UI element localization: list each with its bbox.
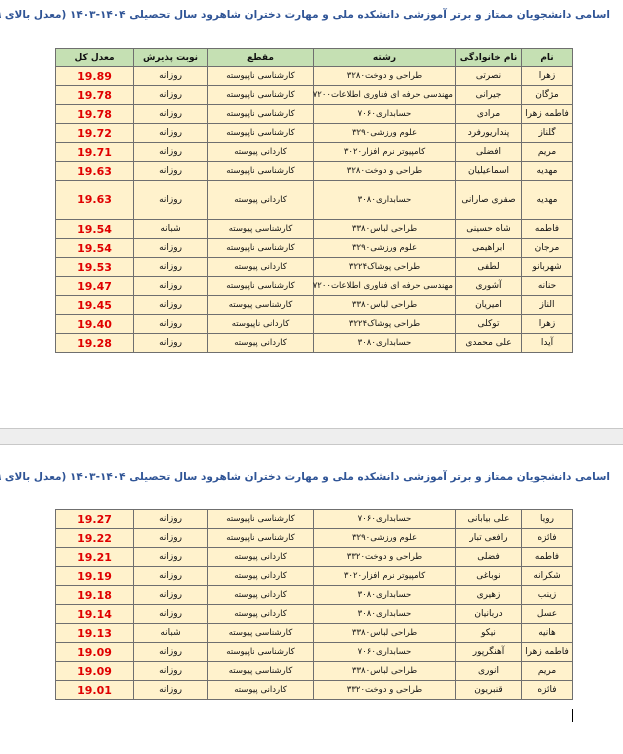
student-average: 19.01 <box>56 681 134 700</box>
student-name: فاطمه <box>522 548 573 567</box>
student-average: 19.27 <box>56 510 134 529</box>
student-name: آیدا <box>522 334 573 353</box>
student-shift: روزانه <box>134 662 208 681</box>
student-level: کاردانی پیوسته <box>208 334 314 353</box>
table-row <box>56 567 573 586</box>
student-family: لطفی <box>456 258 522 277</box>
table-row <box>56 258 573 277</box>
student-name: فاطمه زهرا <box>522 105 573 124</box>
student-level: کاردانی پیوسته <box>208 548 314 567</box>
table-row <box>56 605 573 624</box>
student-shift: روزانه <box>134 124 208 143</box>
student-level: کارشناسی ناپیوسته <box>208 86 314 105</box>
student-average: 19.09 <box>56 662 134 681</box>
student-family: علی بیابانی <box>456 510 522 529</box>
student-level: کارشناسی ناپیوسته <box>208 105 314 124</box>
student-name: فائزه <box>522 681 573 700</box>
student-shift: روزانه <box>134 258 208 277</box>
student-name: مژگان <box>522 86 573 105</box>
table-body <box>56 510 573 700</box>
table-row <box>56 86 573 105</box>
student-field: طراحی لباس۳۳۸۰ <box>314 296 456 315</box>
student-family: توکلی <box>456 315 522 334</box>
student-level: کاردانی پیوسته <box>208 681 314 700</box>
page-title: اسامی دانشجویان ممتاز و برتر آموزشی دانشکده ملی و مهارت دختران شاهرود سال تحصیلی ۱۴۰۴-۱۴۰۳ (معدل بالای <box>4 9 610 21</box>
student-name: مهدیه <box>522 162 573 181</box>
student-shift: روزانه <box>134 105 208 124</box>
student-name: زهرا <box>522 67 573 86</box>
student-shift: شبانه <box>134 220 208 239</box>
student-family: قنبریون <box>456 681 522 700</box>
student-family: ابراهیمی <box>456 239 522 258</box>
table-row <box>56 510 573 529</box>
students-table <box>55 509 573 700</box>
student-name: زهرا <box>522 315 573 334</box>
student-level: کارشناسی پیوسته <box>208 624 314 643</box>
header-shift: نوبت پذیرش <box>134 49 208 67</box>
student-field: طراحی لباس۳۳۸۰ <box>314 220 456 239</box>
student-name: عسل <box>522 605 573 624</box>
table-row <box>56 662 573 681</box>
table-row <box>56 277 573 296</box>
student-field: طراحی و دوخت۳۲۸۰ <box>314 162 456 181</box>
student-family: افضلی <box>456 143 522 162</box>
student-level: کاردانی پیوسته <box>208 181 314 220</box>
student-level: کارشناسی ناپیوسته <box>208 67 314 86</box>
student-shift: روزانه <box>134 239 208 258</box>
student-shift: روزانه <box>134 586 208 605</box>
students-table <box>55 48 573 353</box>
student-name: الناز <box>522 296 573 315</box>
student-average: 19.45 <box>56 296 134 315</box>
student-field: طراحی و دوخت۳۳۲۰ <box>314 681 456 700</box>
student-level: کارشناسی ناپیوسته <box>208 643 314 662</box>
student-level: کاردانی پیوسته <box>208 143 314 162</box>
student-level: کارشناسی ناپیوسته <box>208 239 314 258</box>
student-average: 19.63 <box>56 162 134 181</box>
student-shift: روزانه <box>134 643 208 662</box>
header-name: نام <box>522 49 573 67</box>
student-average: 19.53 <box>56 258 134 277</box>
student-family: صفری صارانی <box>456 181 522 220</box>
student-name: حنانه <box>522 277 573 296</box>
document-page-2 <box>0 445 623 754</box>
student-family: آهنگرپور <box>456 643 522 662</box>
table-row <box>56 296 573 315</box>
student-name: هانیه <box>522 624 573 643</box>
student-average: 19.22 <box>56 529 134 548</box>
student-shift: روزانه <box>134 605 208 624</box>
student-family: جیرانی <box>456 86 522 105</box>
table-header-row <box>56 49 573 67</box>
student-shift: روزانه <box>134 86 208 105</box>
student-field: حسابداری۳۰۸۰ <box>314 181 456 220</box>
student-field: حسابداری۷۰۶۰ <box>314 105 456 124</box>
student-average: 19.28 <box>56 334 134 353</box>
student-family: نوباغی <box>456 567 522 586</box>
student-shift: روزانه <box>134 548 208 567</box>
student-name: مریم <box>522 662 573 681</box>
student-level: کارشناسی ناپیوسته <box>208 124 314 143</box>
student-field: حسابداری۳۰۸۰ <box>314 605 456 624</box>
student-family: رافعی تبار <box>456 529 522 548</box>
student-shift: روزانه <box>134 567 208 586</box>
student-level: کارشناسی پیوسته <box>208 296 314 315</box>
student-field: طراحی پوشاک۳۲۲۴ <box>314 258 456 277</box>
table-row <box>56 315 573 334</box>
table-row <box>56 105 573 124</box>
student-name: مرجان <box>522 239 573 258</box>
student-name: زینب <box>522 586 573 605</box>
student-family: علی محمدی <box>456 334 522 353</box>
table-row <box>56 181 573 220</box>
student-name: گلناز <box>522 124 573 143</box>
table-row <box>56 239 573 258</box>
student-level: کارشناسی ناپیوسته <box>208 510 314 529</box>
student-shift: روزانه <box>134 162 208 181</box>
student-average: 19.54 <box>56 239 134 258</box>
page-separator <box>0 428 623 445</box>
student-name: فائزه <box>522 529 573 548</box>
student-field: مهندسی حرفه ای فناوری اطلاعات۷۲۰۰ <box>314 86 456 105</box>
student-family: آشوری <box>456 277 522 296</box>
student-average: 19.21 <box>56 548 134 567</box>
student-field: طراحی لباس۳۳۸۰ <box>314 624 456 643</box>
student-shift: شبانه <box>134 624 208 643</box>
table-row <box>56 548 573 567</box>
student-field: طراحی پوشاک۳۲۲۴ <box>314 315 456 334</box>
student-name: فاطمه زهرا <box>522 643 573 662</box>
table-row <box>56 529 573 548</box>
student-average: 19.63 <box>56 181 134 220</box>
table-body <box>56 67 573 353</box>
student-field: علوم ورزشی۳۲۹۰ <box>314 239 456 258</box>
student-field: علوم ورزشی۳۲۹۰ <box>314 124 456 143</box>
student-family: فضلی <box>456 548 522 567</box>
student-family: شاه حسینی <box>456 220 522 239</box>
student-shift: روزانه <box>134 529 208 548</box>
student-family: اسماعیلیان <box>456 162 522 181</box>
student-family: نصرتی <box>456 67 522 86</box>
student-average: 19.78 <box>56 86 134 105</box>
student-average: 19.19 <box>56 567 134 586</box>
student-level: کارشناسی ناپیوسته <box>208 162 314 181</box>
header-family: نام خانوادگی <box>456 49 522 67</box>
table-row <box>56 143 573 162</box>
student-name: رویا <box>522 510 573 529</box>
student-average: 19.78 <box>56 105 134 124</box>
student-level: کاردانی ناپیوسته <box>208 315 314 334</box>
student-average: 19.89 <box>56 67 134 86</box>
student-average: 19.13 <box>56 624 134 643</box>
student-field: کامپیوتر نرم افزار۳۰۲۰ <box>314 567 456 586</box>
student-field: طراحی لباس۳۳۸۰ <box>314 662 456 681</box>
student-average: 19.71 <box>56 143 134 162</box>
student-family: نیکو <box>456 624 522 643</box>
student-level: کارشناسی پیوسته <box>208 220 314 239</box>
student-field: کامپیوتر نرم افزار۳۰۲۰ <box>314 143 456 162</box>
text-cursor <box>572 709 573 722</box>
page-title: اسامی دانشجویان ممتاز و برتر آموزشی دانشکده ملی و مهارت دختران شاهرود سال تحصیلی ۱۴۰۴-۱۴۰۳ (معدل بالای <box>4 471 610 483</box>
student-average: 19.14 <box>56 605 134 624</box>
student-level: کارشناسی پیوسته <box>208 662 314 681</box>
student-level: کاردانی پیوسته <box>208 258 314 277</box>
student-average: 19.47 <box>56 277 134 296</box>
student-shift: روزانه <box>134 315 208 334</box>
student-shift: روزانه <box>134 181 208 220</box>
table-row <box>56 162 573 181</box>
table-row <box>56 681 573 700</box>
student-shift: روزانه <box>134 67 208 86</box>
student-average: 19.72 <box>56 124 134 143</box>
student-level: کاردانی پیوسته <box>208 605 314 624</box>
table-row <box>56 586 573 605</box>
student-average: 19.54 <box>56 220 134 239</box>
table-row <box>56 124 573 143</box>
student-name: فاطمه <box>522 220 573 239</box>
student-field: طراحی و دوخت۳۳۲۰ <box>314 548 456 567</box>
student-field: طراحی و دوخت۳۲۸۰ <box>314 67 456 86</box>
student-level: کارشناسی ناپیوسته <box>208 529 314 548</box>
student-family: پنداریورفرد <box>456 124 522 143</box>
student-average: 19.40 <box>56 315 134 334</box>
student-name: شهربانو <box>522 258 573 277</box>
student-family: مرادی <box>456 105 522 124</box>
header-level: مقطع <box>208 49 314 67</box>
table-row <box>56 67 573 86</box>
student-field: علوم ورزشی۳۲۹۰ <box>314 529 456 548</box>
student-name: مهدیه <box>522 181 573 220</box>
header-field: رشته <box>314 49 456 67</box>
student-field: حسابداری۷۰۶۰ <box>314 643 456 662</box>
student-average: 19.09 <box>56 643 134 662</box>
student-shift: روزانه <box>134 334 208 353</box>
student-field: حسابداری۳۰۸۰ <box>314 334 456 353</box>
student-shift: روزانه <box>134 510 208 529</box>
student-level: کاردانی پیوسته <box>208 567 314 586</box>
table-row <box>56 643 573 662</box>
student-level: کاردانی پیوسته <box>208 586 314 605</box>
student-shift: روزانه <box>134 143 208 162</box>
table-row <box>56 334 573 353</box>
table-row <box>56 220 573 239</box>
student-field: حسابداری۷۰۶۰ <box>314 510 456 529</box>
student-family: امیریان <box>456 296 522 315</box>
student-field: مهندسی حرفه ای فناوری اطلاعات۷۲۰۰ <box>314 277 456 296</box>
student-family: دربانیان <box>456 605 522 624</box>
table-row <box>56 624 573 643</box>
student-average: 19.18 <box>56 586 134 605</box>
student-family: انوری <box>456 662 522 681</box>
student-level: کارشناسی ناپیوسته <box>208 277 314 296</box>
header-average: معدل کل <box>56 49 134 67</box>
student-name: شکرانه <box>522 567 573 586</box>
student-shift: روزانه <box>134 296 208 315</box>
student-shift: روزانه <box>134 681 208 700</box>
student-family: زهیری <box>456 586 522 605</box>
student-field: حسابداری۳۰۸۰ <box>314 586 456 605</box>
student-shift: روزانه <box>134 277 208 296</box>
student-name: مریم <box>522 143 573 162</box>
